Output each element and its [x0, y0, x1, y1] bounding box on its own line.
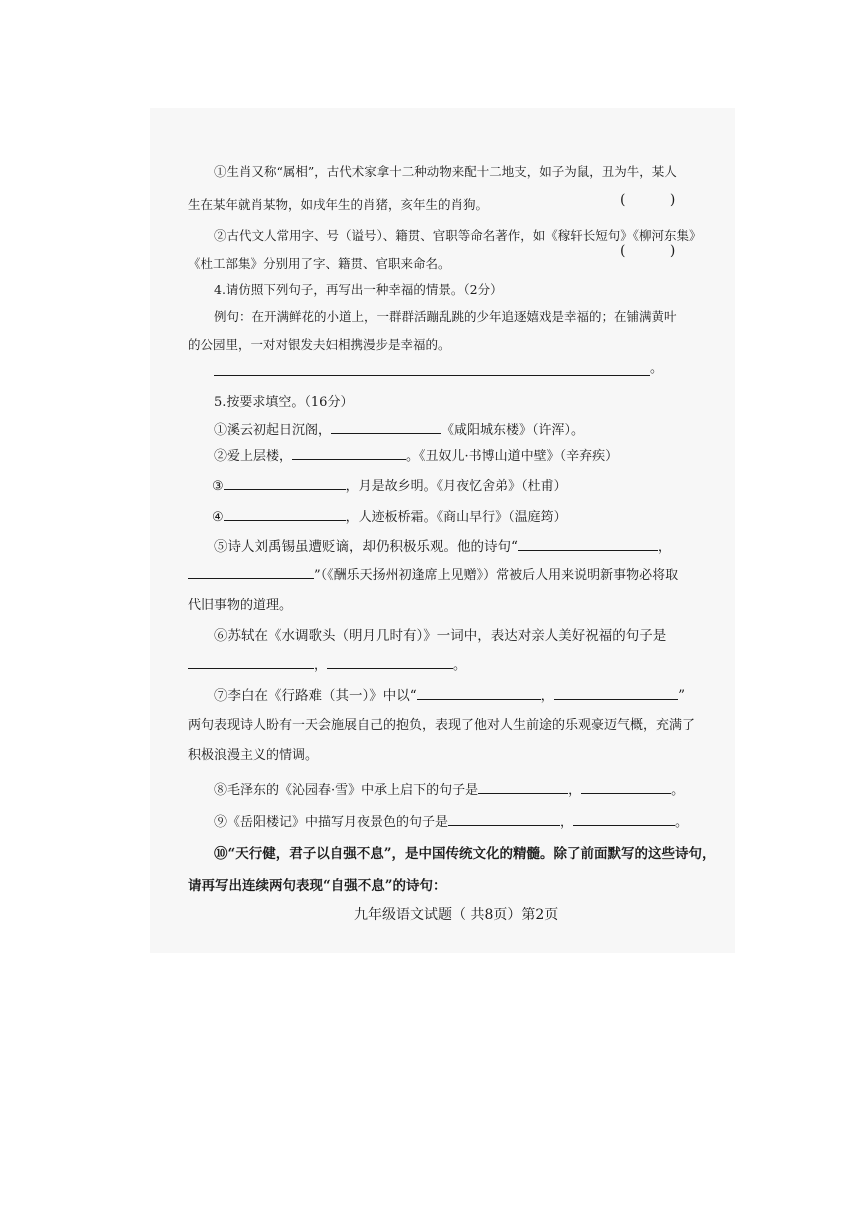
q5-item8-text-c: 。 — [671, 783, 685, 798]
q5-item8-blank1[interactable] — [478, 781, 568, 794]
q5-item5-text-b: ， — [657, 539, 672, 555]
q5-item10-line2: 请再写出连续两句表现“自强不息”的诗句： — [188, 878, 447, 894]
q5-item1-text-a: ①溪云初起日沉阁， — [214, 423, 332, 438]
q5-item4-blank[interactable] — [224, 508, 346, 521]
q5-item1-blank[interactable] — [331, 421, 441, 434]
q4-end-mark: 。 — [650, 361, 664, 376]
q5-item7-blank1[interactable] — [417, 687, 541, 700]
q5-item7-line1 — [214, 687, 685, 705]
q5-item5-text-a: ⑤诗人刘禹锡虽遭贬谪，却仍积极乐观。他的诗句“ — [214, 539, 518, 555]
q5-item6-blank2[interactable] — [327, 656, 453, 669]
q5-item5-blank1[interactable] — [518, 538, 658, 551]
q5-item3-blank[interactable] — [224, 477, 346, 490]
q5-item9-blank1[interactable] — [448, 813, 560, 826]
q5-item5-text-c: ”（《酬乐天扬州初逢席上见赠》）常被后人用来说明新事物必将取 — [314, 568, 679, 583]
q3-item1-line2: 生在某年就肖某物，如戌年生的肖猪，亥年生的肖狗。 — [188, 197, 489, 212]
q5-item6-line2 — [188, 656, 466, 675]
q5-item7-text-b: ， — [540, 688, 555, 704]
q5-item2 — [214, 447, 618, 466]
q5-item2-blank[interactable] — [292, 447, 406, 460]
q5-item6-blank1[interactable] — [188, 656, 314, 669]
q5-heading: 5.按要求填空。（16分） — [214, 395, 354, 410]
q3-item2-line1: ②古代文人常用字、号（谥号）、籍贯、官职等命名著作，如《稼轩长短句》《柳河东集》 — [214, 228, 702, 243]
q5-item5-line1 — [214, 538, 671, 556]
q5-item7-text-a: ⑦李白在《行路难（其一）》中以“ — [214, 688, 417, 704]
q5-item5-blank2[interactable] — [188, 566, 314, 579]
q5-item1 — [214, 421, 584, 440]
q5-item2-text-a: ②爱上层楼， — [214, 449, 293, 464]
q4-heading: 4.请仿照下列句子，再写出一种幸福的情景。（2分） — [214, 282, 503, 297]
q5-item8-text-b: ， — [568, 783, 582, 798]
q5-item7-text-c: ” — [678, 688, 686, 704]
q5-item9-text-b: ， — [560, 815, 574, 830]
q5-item4-text-b: ，人迹板桥霜。《商山早行》（温庭筠） — [345, 510, 567, 525]
q5-item10-line1: ⑩“天行健，君子以自强不息”，是中国传统文化的精髓。除了前面默写的这些诗句， — [214, 846, 716, 862]
q5-item7-blank2[interactable] — [554, 687, 678, 700]
q5-item4-text-a: ④ — [212, 510, 224, 525]
q5-item2-text-b: 。《丑奴儿·书博山道中壁》（辛弃疾） — [406, 449, 619, 464]
q5-item1-text-b: 《咸阳城东楼》（许浑）。 — [441, 423, 585, 438]
q4-example-line1: 例句：在开满鲜花的小道上，一群群活蹦乱跳的少年追逐嬉戏是幸福的；在铺满黄叶 — [214, 309, 677, 324]
q5-item6-line1: ⑥苏轼在《水调歌头（明月几时有）》一词中，表达对亲人美好祝福的句子是 — [214, 628, 667, 644]
q5-item9-text-c: 。 — [675, 815, 689, 830]
q5-item3-text-b: ，月是故乡明。《月夜忆舍弟》（杜甫） — [345, 479, 567, 494]
q5-item6-text-c: 。 — [453, 658, 467, 673]
q5-item8 — [214, 781, 684, 800]
q3-item2-line2: 《杜工部集》分别用了字、籍贯、官职来命名。 — [188, 256, 451, 271]
q5-item3 — [212, 477, 567, 496]
q4-example-line2: 的公园里，一对对银发夫妇相携漫步是幸福的。 — [188, 337, 451, 352]
q3-item1-answer-paren[interactable]: ( ) — [620, 192, 696, 208]
q5-item9 — [214, 813, 688, 832]
q5-item4 — [212, 508, 567, 527]
q5-item3-text-a: ③ — [212, 479, 224, 494]
q3-item1-line1: ①生肖又称“属相”，古代术家拿十二种动物来配十二地支，如子为鼠，丑为牛，某人 — [214, 164, 677, 179]
q4-answer-line[interactable] — [214, 375, 650, 376]
q5-item9-text-a: ⑨《岳阳楼记》中描写月夜景色的句子是 — [214, 815, 449, 830]
q5-item8-text-a: ⑧毛泽东的《沁园春·雪》中承上启下的句子是 — [214, 783, 479, 798]
q5-item5-line3: 代旧事物的道理。 — [188, 598, 293, 613]
page-footer: 九年级语文试题（ 共8页）第2页 — [354, 907, 559, 923]
q5-item7-line3: 积极浪漫主义的情调。 — [188, 748, 319, 763]
q5-item8-blank2[interactable] — [581, 781, 671, 794]
q5-item7-line2: 两句表现诗人盼有一天会施展自己的抱负，表现了他对人生前途的乐观豪迈气概，充满了 — [188, 718, 696, 733]
q5-item5-line2 — [188, 566, 678, 585]
q5-item6-text-b: ， — [314, 658, 328, 673]
q5-item9-blank2[interactable] — [573, 813, 675, 826]
q3-item2-answer-paren[interactable]: ( ) — [620, 243, 696, 259]
